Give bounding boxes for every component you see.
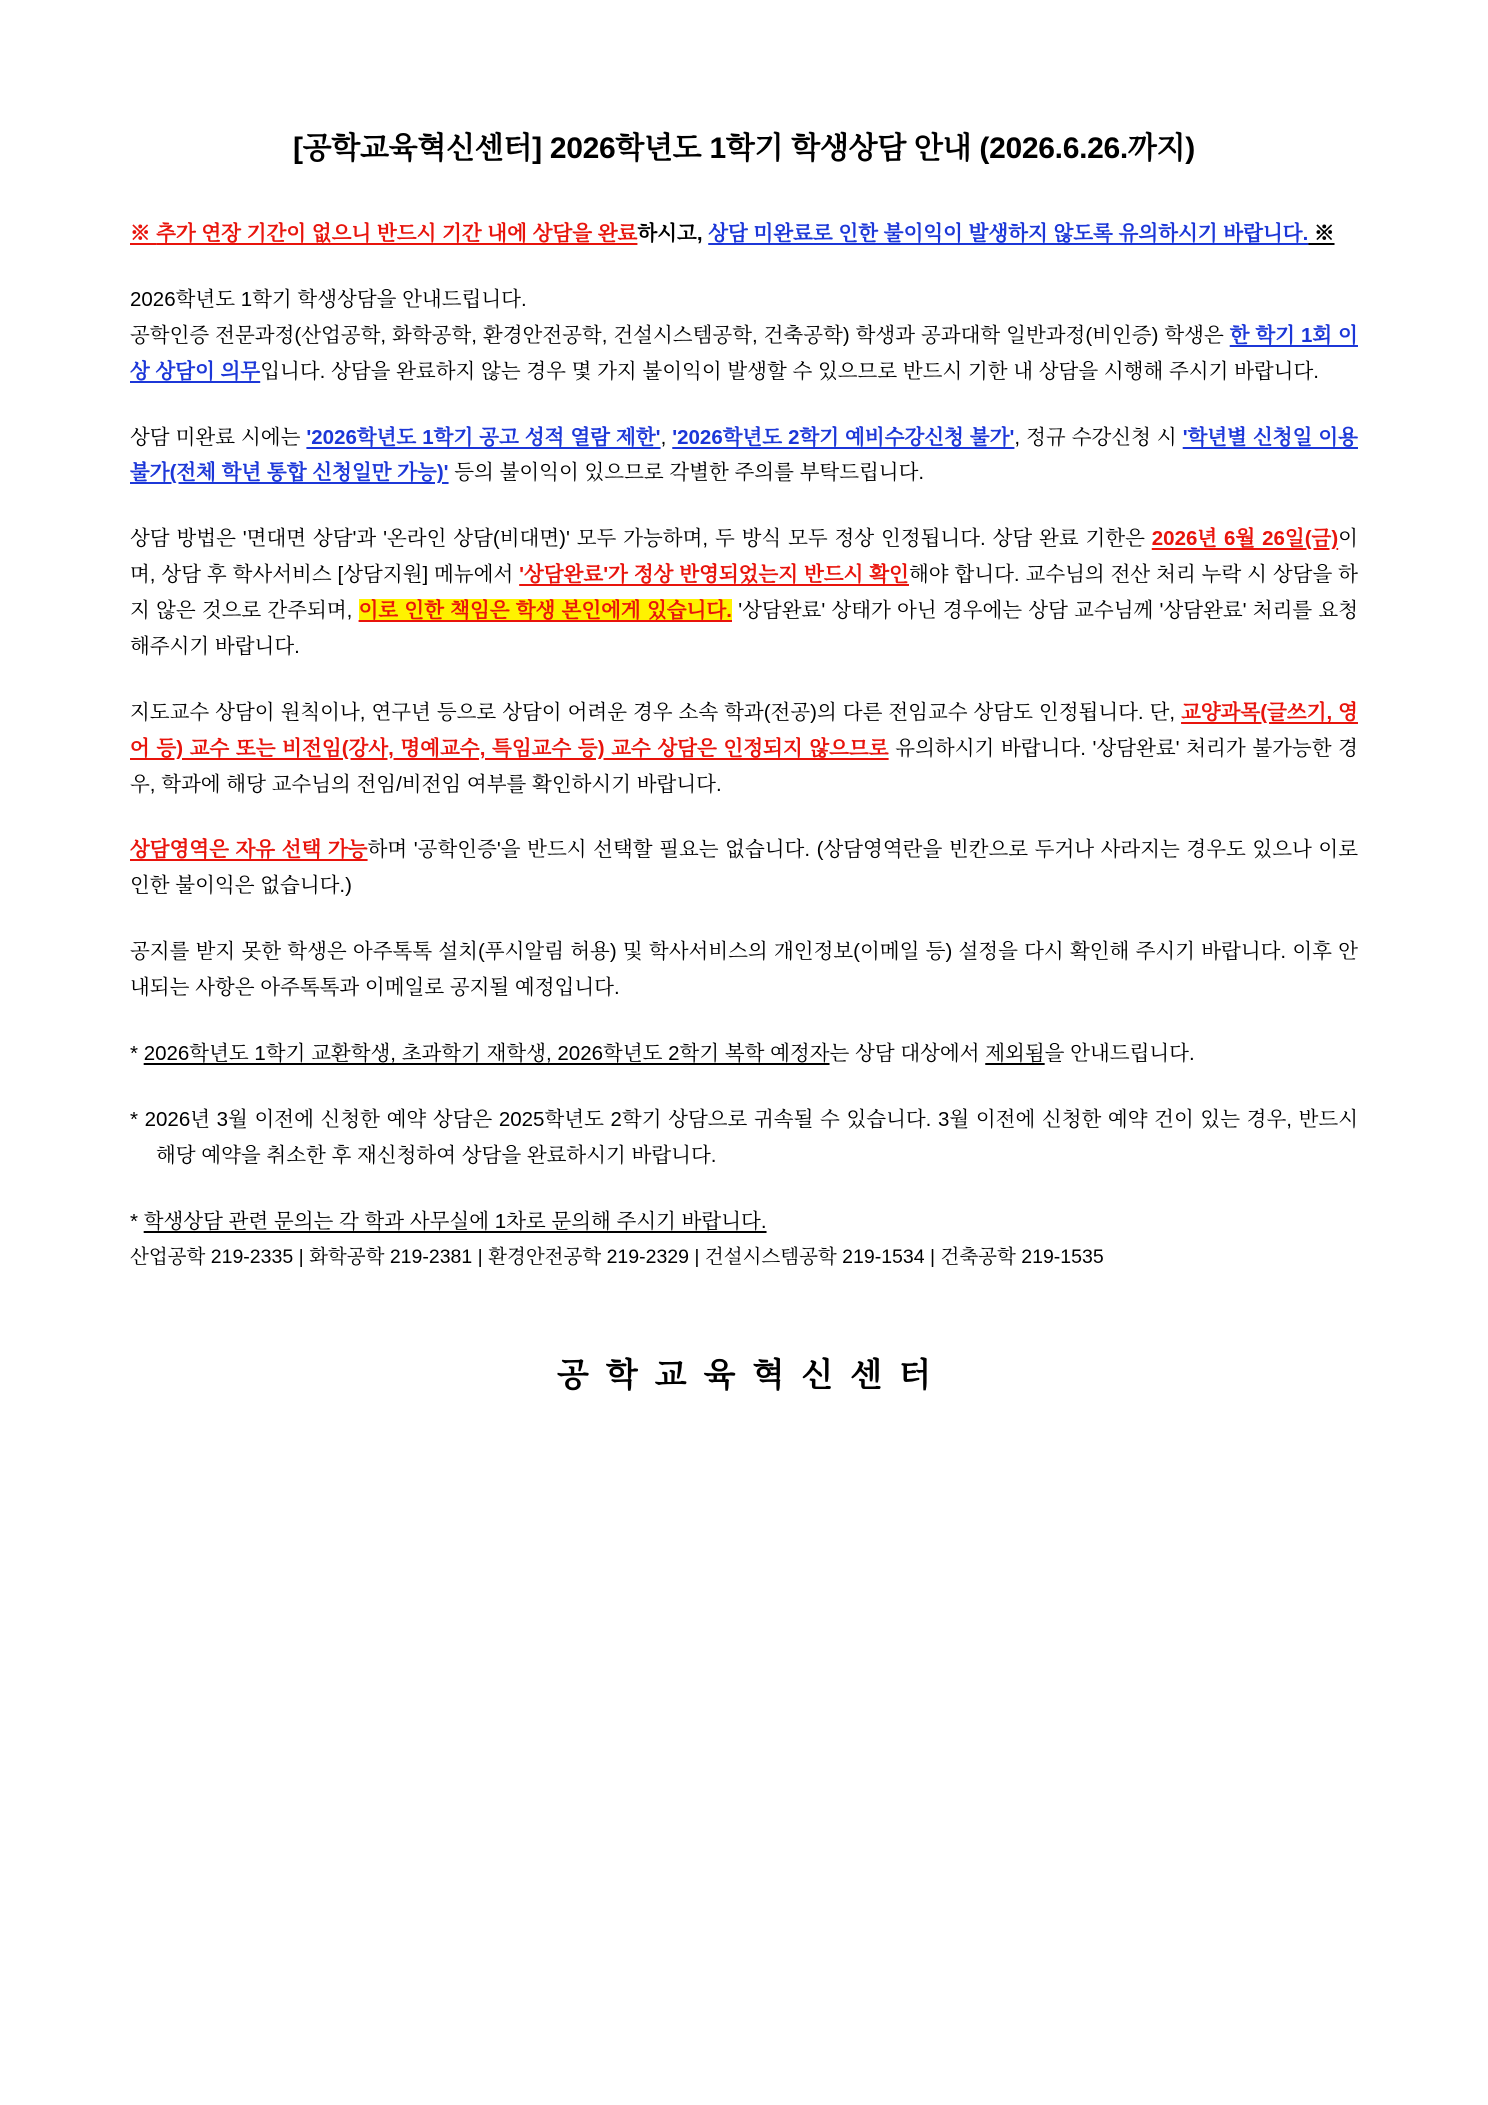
prior-reservation-paragraph: * 2026년 3월 이전에 신청한 예약 상담은 2025학년도 2학기 상담으로 귀속될 수 있습니다. 3월 이전에 신청한 예약 건이 있는 경우, 반드시 해당 예약을 취소한 후 재신청하여 상담을 완료하시기 바랍니다. — [130, 1107, 1358, 1167]
notice-mark-close: ※ — [1308, 222, 1335, 245]
ineligible-professor-notice: 교양과목(글쓰기, 영어 등) 교수 또는 비전임(강사, 명예교수, 특임교수 등) 교수 상담은 인정되지 않으므로 — [130, 700, 1358, 760]
notice-mark-open: ※ — [130, 222, 157, 245]
page-title: [공학교육혁신센터] 2026학년도 1학기 학생상담 안내 (2026.6.26.까지) — [293, 132, 1195, 165]
notice-red-text: 추가 연장 기간이 없으니 반드시 기간 내에 상담을 완료 — [156, 222, 638, 245]
exclusion-paragraph — [130, 1036, 1358, 1072]
responsibility-highlight: 이로 인한 책임은 학생 본인에게 있습니다. — [358, 599, 732, 622]
exclusion-text-c: 을 안내드립니다. — [1044, 1041, 1195, 1065]
penalty-text-d: 등의 불이익이 있으므로 각별한 주의를 부탁드립니다. — [448, 461, 925, 485]
notice-blue-text: 상담 미완료로 인한 불이익이 발생하지 않도록 유의하시기 바랍니다. — [708, 222, 1309, 245]
method-text-a: 상담 방법은 '면대면 상담'과 '온라인 상담(비대면)' 모두 가능하며, 두 방식 모두 정상 인정됩니다. 상담 완료 기한은 — [130, 527, 1152, 551]
notice-plain-text: 하시고, — [637, 222, 709, 245]
method-paragraph — [130, 521, 1358, 665]
penalty-paragraph — [130, 420, 1358, 492]
scope-obligation-highlight: 한 학기 1회 이상 상담이 의무 — [130, 323, 1358, 383]
professor-paragraph — [130, 695, 1358, 803]
scope-text-a: 공학인증 전문과정(산업공학, 화학공학, 환경안전공학, 건설시스템공학, 건축공학) 학생과 공과대학 일반과정(비인증) 학생은 — [130, 323, 1230, 347]
exclusion-targets: 2026학년도 1학기 교환학생, 초과학기 재학생, 2026학년도 2학기 복학 예정자 — [143, 1041, 830, 1065]
exclusion-bullet: * — [130, 1041, 144, 1065]
consult-area-text-b: 하며 '공학인증'을 반드시 선택할 필요는 없습니다. (상담영역란을 빈칸으로 두거나 사라지는 경우도 있으나 이로 인한 불이익은 없습니다.) — [130, 838, 1358, 898]
professor-text-a: 지도교수 상담이 원칙이나, 연구년 등으로 상담이 어려운 경우 소속 학과(전공)의 다른 전임교수 상담도 인정됩니다. 단, — [130, 700, 1182, 724]
method-text-c: 해야 합니다. 교수님의 전산 처리 누락 시 상담을 하지 않은 것으로 간주되며, — [130, 563, 1358, 622]
penalty-item-grade: '2026학년도 1학기 공고 성적 열람 제한' — [306, 425, 661, 449]
notification-paragraph: 공지를 받지 못한 학생은 아주톡톡 설치(푸시알림 허용) 및 학사서비스의 개인정보(이메일 등) 설정을 다시 확인해 주시기 바랍니다. 이후 안내되는 사항은 아주톡톡과 이메일로 공지될 예정입니다. — [130, 940, 1358, 999]
inquiry-bullet: * — [130, 1209, 144, 1233]
method-text-b: 이며, 상담 후 학사서비스 [상담지원] 메뉴에서 — [130, 527, 1358, 587]
consult-area-paragraph — [130, 832, 1358, 904]
exclusion-text-b: 는 상담 대상에서 — [829, 1041, 986, 1065]
penalty-item-registration-day: '학년별 신청일 이용 불가(전체 학년 통합 신청일만 가능)' — [130, 425, 1358, 485]
penalty-sep-1: , — [660, 425, 673, 449]
professor-text-b: 유의하시기 바랍니다. '상담완료' 처리가 불가능한 경우, 학과에 해당 교수님의 전임/비전임 여부를 확인하시기 바랍니다. — [130, 736, 1358, 796]
department-phone-list: 산업공학 219-2335 | 화학공학 219-2381 | 환경안전공학 219-2329 | 건설시스템공학 219-1534 | 건축공학 219-1535 — [130, 1246, 1104, 1269]
scope-text-b: 입니다. 상담을 완료하지 않는 경우 몇 가지 불이익이 발생할 수 있으므로 반드시 기한 내 상담을 시행해 주시기 바랍니다. — [260, 359, 1319, 383]
penalty-text-a: 상담 미완료 시에는 — [130, 425, 307, 449]
footer-organization: 공학교육혁신센터 — [556, 1355, 949, 1393]
consult-area-free-choice: 상담영역은 자유 선택 가능 — [130, 838, 368, 862]
scope-paragraph — [130, 318, 1358, 390]
confirm-completion-notice: '상담완료'가 정상 반영되었는지 반드시 확인 — [519, 563, 909, 587]
penalty-text-c: , 정규 수강신청 시 — [1014, 425, 1183, 449]
penalty-item-preregistration: '2026학년도 2학기 예비수강신청 불가' — [672, 425, 1015, 449]
exclusion-word: 제외됨 — [985, 1041, 1045, 1065]
notice-paragraph — [130, 216, 1358, 252]
inquiry-paragraph — [130, 1204, 1358, 1240]
deadline-date: 2026년 6월 26일(금) — [1151, 527, 1339, 551]
intro-line: 2026학년도 1학기 학생상담을 안내드립니다. — [130, 287, 527, 311]
method-text-d: '상담완료' 상태가 아닌 경우에는 상담 교수님께 '상담완료' 처리를 요청해주시기 바랍니다. — [130, 599, 1359, 658]
inquiry-guide: 학생상담 관련 문의는 각 학과 사무실에 1차로 문의해 주시기 바랍니다. — [143, 1209, 767, 1233]
